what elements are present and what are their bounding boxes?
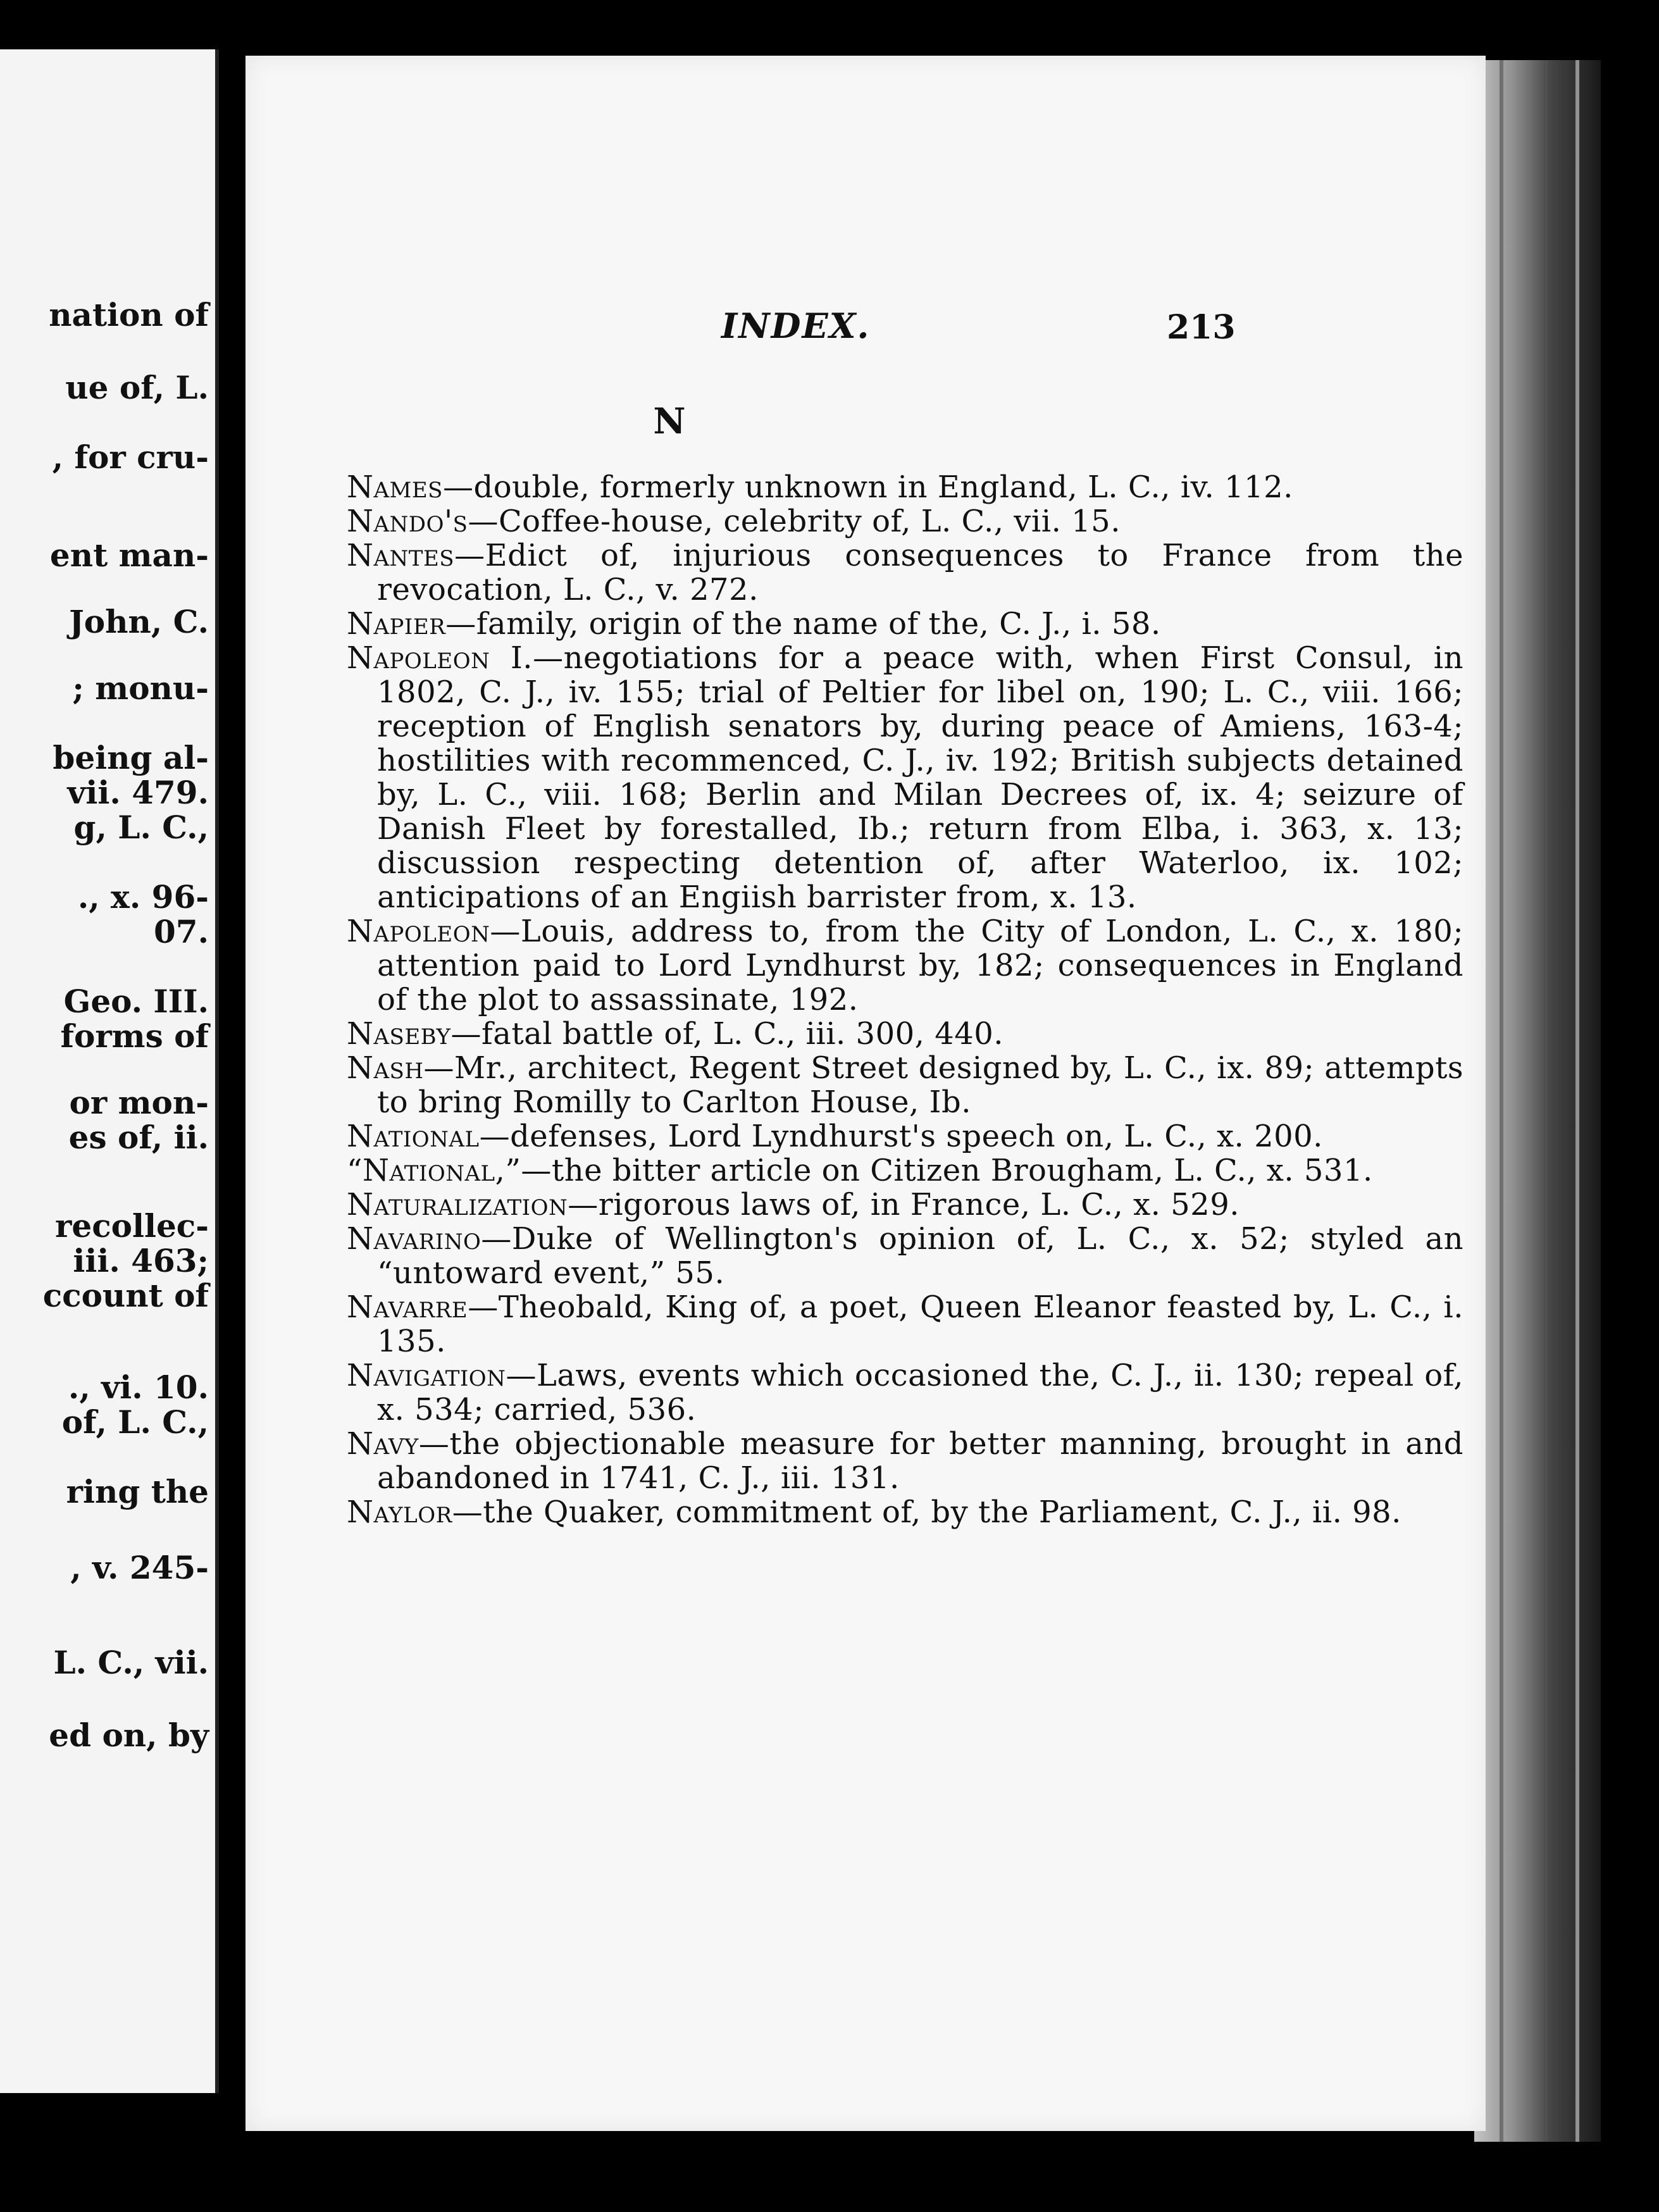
index-entries <box>347 470 1463 1529</box>
left-fragment: iii. 463; <box>73 1242 209 1279</box>
entry-headword: “National,” <box>347 1153 521 1188</box>
entry-text: —Theobald, King of, a poet, Queen Eleanor feasted by, L. C., i. 135. <box>377 1289 1463 1359</box>
entry-headword: Navigation <box>347 1358 506 1393</box>
left-fragment: forms of <box>60 1017 209 1055</box>
entry-text: —fatal battle of, L. C., iii. 300, 440. <box>450 1016 1004 1052</box>
left-fragment: being al- <box>53 739 209 776</box>
page-number: 213 <box>1167 308 1236 347</box>
left-fragment: nation of <box>49 296 209 333</box>
left-fragment: ., vi. 10. <box>68 1369 209 1406</box>
entry-text: —defenses, Lord Lyndhurst's speech on, L. C., x. 200. <box>479 1119 1323 1154</box>
entry-text: —Coffee-house, celebrity of, L. C., vii. 15. <box>468 504 1121 539</box>
entry-headword: Nantes <box>347 538 455 573</box>
entry-text: —the bitter article on Citizen Brougham, L. C., x. 531. <box>521 1153 1373 1188</box>
left-fragment: ring the <box>66 1473 209 1510</box>
index-entry <box>347 1222 1463 1290</box>
left-fragment: vii. 479. <box>67 774 209 811</box>
index-entry <box>347 1290 1463 1358</box>
left-fragment: ; monu- <box>72 669 209 707</box>
index-page <box>245 56 1486 2131</box>
index-entry <box>347 470 1463 504</box>
left-page <box>0 49 219 2093</box>
entry-text: —Duke of Wellington's opinion of, L. C., x. 52; styled an “untoward event,” 55. <box>377 1221 1463 1291</box>
entry-headword: Naylor <box>347 1494 452 1530</box>
index-entry <box>347 1051 1463 1119</box>
left-fragment: ccount of <box>42 1277 209 1314</box>
entry-text: —Laws, events which occasioned the, C. J., ii. 130; repeal of, x. 534; carried, 536. <box>377 1358 1463 1427</box>
entry-text: —rigorous laws of, in France, L. C., x. 529. <box>568 1187 1240 1222</box>
entry-text: —double, formerly unknown in England, L. C., iv. 112. <box>442 469 1293 505</box>
index-entry <box>347 641 1463 914</box>
left-fragment: g, L. C., <box>73 809 209 846</box>
entry-headword: Napoleon <box>347 640 490 676</box>
entry-text: —Mr., architect, Regent Street designed by, L. C., ix. 89; attempts to bring Romilly to Carlton House, Ib. <box>377 1050 1463 1120</box>
index-entry <box>347 607 1463 641</box>
entry-text: —the Quaker, commitment of, by the Parliament, C. J., ii. 98. <box>452 1494 1401 1530</box>
entry-headword: Naseby <box>347 1016 451 1052</box>
page-edge <box>1474 60 1601 2142</box>
entry-headword: Nash <box>347 1050 424 1086</box>
entry-text: I.—negotiations for a peace with, when First Consul, in 1802, C. J., iv. 155; trial of Peltier for libel on, 190; L. C., viii. 166; reception of English senators by, during peace of Amiens, 163-4; hostilities with recommenced, C. J., iv. 192; British subjects detained by, L. C., viii. 168; Berlin and Milan Decrees of, ix. 4; seizure of Danish Fleet by forestalled, Ib.; return from Elba, i. 363, x. 13; discussion respecting detention of, after Waterloo, ix. 102; anticipations of an Engiish barrister from, x. 13. <box>377 640 1463 915</box>
entry-text: —the objectionable measure for better manning, brought in and abandoned in 1741, C. J., iii. 131. <box>377 1426 1463 1496</box>
index-entry <box>347 1427 1463 1495</box>
left-fragment: of, L. C., <box>61 1403 209 1441</box>
index-entry <box>347 914 1463 1017</box>
left-fragment: L. C., vii. <box>53 1644 209 1681</box>
page-header <box>245 306 1486 347</box>
entry-headword: Napoleon <box>347 914 490 949</box>
entry-headword: Navy <box>347 1426 419 1462</box>
index-entry <box>347 1119 1463 1153</box>
index-entry <box>347 504 1463 538</box>
entry-text: —Louis, address to, from the City of London, L. C., x. 180; attention paid to Lord Lyndhurst by, 182; consequences in England of the plot to assassinate, 192. <box>377 914 1463 1017</box>
index-entry <box>347 1153 1463 1188</box>
entry-text: —Edict of, injurious consequences to France from the revocation, L. C., v. 272. <box>377 538 1463 607</box>
left-fragment: 07. <box>154 913 209 950</box>
left-fragment: recollec- <box>55 1207 209 1245</box>
index-entry <box>347 1188 1463 1222</box>
left-fragment: or mon- <box>69 1084 209 1121</box>
index-entry <box>347 1017 1463 1051</box>
left-fragment: Geo. III. <box>63 983 209 1020</box>
entry-text: —family, origin of the name of the, C. J., i. 58. <box>445 606 1161 642</box>
left-fragment: ., x. 96- <box>77 878 209 916</box>
entry-headword: Nando's <box>347 504 468 539</box>
left-fragment: es of, ii. <box>68 1119 209 1156</box>
left-fragment: ed on, by <box>49 1717 209 1754</box>
left-fragment: ent man- <box>49 537 209 574</box>
left-fragment: , for cru- <box>52 438 209 476</box>
entry-headword: National <box>347 1119 480 1154</box>
entry-headword: Navarre <box>347 1289 468 1325</box>
index-entry <box>347 538 1463 607</box>
index-entry <box>347 1495 1463 1529</box>
left-fragment: , v. 245- <box>70 1549 209 1586</box>
left-fragment: John, C. <box>69 603 209 640</box>
entry-headword: Navarino <box>347 1221 482 1257</box>
entry-headword: Names <box>347 469 443 505</box>
entry-headword: Naturalization <box>347 1187 568 1222</box>
left-fragment: ue of, L. <box>65 369 209 406</box>
entry-headword: Napier <box>347 606 446 642</box>
section-letter: N <box>653 401 686 442</box>
index-entry <box>347 1358 1463 1427</box>
running-head: INDEX. <box>721 306 871 346</box>
